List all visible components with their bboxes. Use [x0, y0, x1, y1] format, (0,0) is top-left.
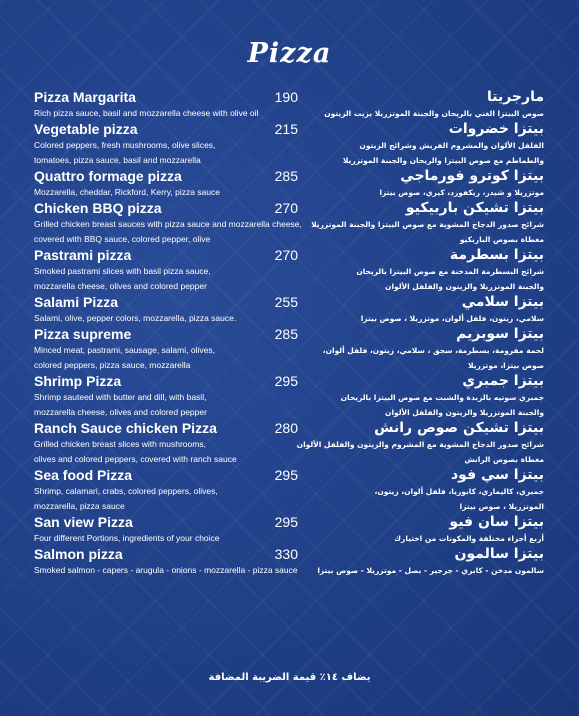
item-name: Salami Pizza [34, 294, 119, 310]
item-price: 255 [274, 294, 298, 310]
menu-item [34, 168, 298, 200]
menu-item [34, 89, 298, 121]
item-name: Pizza Margarita [34, 89, 136, 105]
ar-item-name: بيتزا سوبريم [456, 326, 544, 342]
menu-item [34, 200, 302, 247]
item-desc: covered with BBQ sauce, colored pepper, olive [34, 234, 211, 244]
ar-menu-item [290, 546, 544, 578]
ar-menu-item [290, 514, 544, 546]
item-price: 270 [274, 200, 298, 216]
ar-menu-item [290, 168, 544, 200]
ar-item-desc: شرائح البسطرمة المدخنة مع صوص البيتزا بالريحان [356, 267, 544, 276]
ar-item-name: بيتزا سان فيو [449, 514, 544, 530]
item-desc: Grilled chicken breast sauces with pizza sauce and mozzarella cheese, [34, 219, 302, 229]
item-desc: mozzarella, pizza sauce [34, 501, 125, 511]
ar-item-desc: شرائح صدور الدجاج المشوية مع المشروم والزيتون والفلفل الألوان [296, 440, 544, 449]
item-desc: mozzarella cheese, olives and colored pepper [34, 281, 207, 291]
item-price: 280 [274, 420, 298, 436]
ar-item-name: بيتزا سلامي [461, 294, 544, 310]
item-price: 215 [274, 121, 298, 137]
ar-item-desc: سلامي، زيتون، فلفل ألوان، موتزريلا ، صوص بيتزا [360, 314, 544, 323]
ar-item-name: بيتزا كوترو فورماجي [400, 168, 544, 184]
item-name: Shrimp Pizza [34, 373, 122, 389]
ar-item-desc: الفلفل الألوان والمشروم الفريش وشرائح الزيتون [359, 141, 544, 150]
menu-item [34, 121, 298, 168]
item-name: Pastrami pizza [34, 247, 132, 263]
ar-item-desc: لحمة مفرومة، بسطرمة، سجق ، سلامي، زيتون، فلفل ألوان، [322, 346, 544, 355]
ar-item-name: مارجريتا [486, 89, 544, 105]
item-desc: tomatoes, pizza sauce, basil and mozzarella [34, 155, 201, 165]
item-desc: colored peppers, pizza sauce, mozzarella [34, 360, 191, 370]
item-desc: Colored peppers, fresh mushrooms, olive slices, [34, 140, 216, 150]
menu-item [34, 247, 298, 294]
ar-menu-item [290, 373, 544, 420]
page-title: Pizza [247, 38, 332, 69]
ar-item-name: بيتزا تشيكن صوص رانش [374, 420, 544, 436]
menu-item [34, 420, 298, 467]
item-price: 330 [274, 546, 298, 562]
item-desc: Smoked pastrami slices with basil pizza sauce, [34, 266, 211, 276]
ar-item-desc: صوص بيتزا، موتزريلا [468, 361, 544, 370]
ar-item-desc: أربع أجزاء مختلفة والمكونات من اختيارك [394, 534, 544, 543]
menu-item [34, 467, 298, 514]
item-name: Sea food Pizza [34, 467, 133, 483]
item-desc: olives and colored peppers, covered with ranch sauce [34, 454, 237, 464]
item-name: San view Pizza [34, 514, 133, 530]
item-name: Ranch Sauce chicken Pizza [34, 420, 217, 436]
item-desc: Mozzarella, cheddar, Rickford, Kerry, pizza sauce [34, 187, 220, 197]
ar-item-name: بيتزا خضروات [448, 121, 544, 137]
menu-item [34, 546, 298, 578]
ar-item-desc: شرائح صدور الدجاج المشوية مع صوص البيتزا والجبنة الموتزريلا [311, 220, 544, 229]
item-desc: mozzarella cheese, olives and colored pepper [34, 407, 207, 417]
item-name: Vegetable pizza [34, 121, 138, 137]
item-desc: Rich pizza sauce, basil and mozzarella cheese with olive oil [34, 108, 259, 118]
item-price: 295 [274, 373, 298, 389]
ar-item-desc: جمبري سوتيه بالزبدة والشبت مع صوص البيتزا بالريحان [340, 393, 544, 402]
ar-item-desc: جمبري، كاليماري، كابوريا، فلفل ألوان، زيتون، [374, 487, 544, 496]
item-desc: Shrimp sauteed with butter and dill, with basil, [34, 392, 207, 402]
ar-item-desc: مغطاة بصوص الرانش [464, 455, 544, 464]
ar-menu-item [290, 200, 544, 247]
item-desc: Four different Portions, ingredients of your choice [34, 533, 220, 543]
ar-menu-item [290, 294, 544, 326]
ar-item-desc: الموتزريلا ، صوص بيتزا [459, 502, 544, 511]
arabic-menu [290, 89, 544, 578]
ar-item-desc: والطماطم مع صوص البيتزا والريحان والجبنة الموتزريلا [342, 156, 544, 165]
ar-item-name: بيتزا تشيكن باربيكيو [405, 200, 544, 216]
ar-menu-item [290, 467, 544, 514]
menu-item [34, 326, 298, 373]
ar-item-name: بيتزا جمبري [462, 373, 544, 389]
ar-item-desc: صوص البيتزا الغني بالريحان والجبنة الموتزريلا بزيت الزيتون [324, 109, 544, 118]
ar-menu-item [290, 247, 544, 294]
menu-item [34, 294, 298, 326]
item-desc: Minced meat, pastrami, sausage, salami, olives, [34, 345, 215, 355]
ar-menu-item [290, 89, 544, 121]
ar-menu-item [290, 326, 544, 373]
item-name: Salmon pizza [34, 546, 123, 562]
item-price: 270 [274, 247, 298, 263]
item-name: Quattro formage pizza [34, 168, 182, 184]
item-desc: Shrimp, calamari, crabs, colored peppers, olives, [34, 486, 218, 496]
ar-item-name: بيتزا سالمون [454, 546, 544, 562]
item-price: 295 [274, 467, 298, 483]
item-price: 285 [274, 326, 298, 342]
item-name: Pizza supreme [34, 326, 132, 342]
ar-item-desc: والجبنة الموتزريلا والزيتون والفلفل الألوان [385, 282, 544, 291]
tax-note: يضاف ١٤٪ قيمة الضريبة المضافة [208, 672, 371, 683]
item-desc: Grilled chicken breast slices with mushrooms, [34, 439, 206, 449]
ar-menu-item [290, 420, 544, 467]
item-desc: Salami, olive, pepper colors, mozzarella, pizza sauce. [34, 313, 237, 323]
ar-item-name: بيتزا سي فود [450, 467, 544, 483]
ar-item-name: بيتزا بسطرمة [449, 247, 544, 263]
item-name: Chicken BBQ pizza [34, 200, 162, 216]
item-price: 190 [274, 89, 298, 105]
ar-item-desc: مغطاة بصوص الباربكيو [459, 235, 544, 244]
ar-item-desc: موتزريلا و شيدر، ريكفورد، كيري، صوص بيتزا [379, 188, 544, 197]
item-price: 295 [274, 514, 298, 530]
english-menu [34, 89, 302, 578]
item-price: 285 [274, 168, 298, 184]
menu-item [34, 373, 298, 420]
item-desc: Smoked salmon - capers - arugula - onions - mozzarella - pizza sauce [34, 565, 298, 575]
ar-item-desc: والجبنة الموتزريلا والزيتون والفلفل الألوان [385, 408, 544, 417]
ar-menu-item [290, 121, 544, 168]
ar-item-desc: سالمون مدخن - كابري - جرجير - بصل - موتزريلا - صوص بيتزا [317, 566, 544, 575]
menu-item [34, 514, 298, 546]
